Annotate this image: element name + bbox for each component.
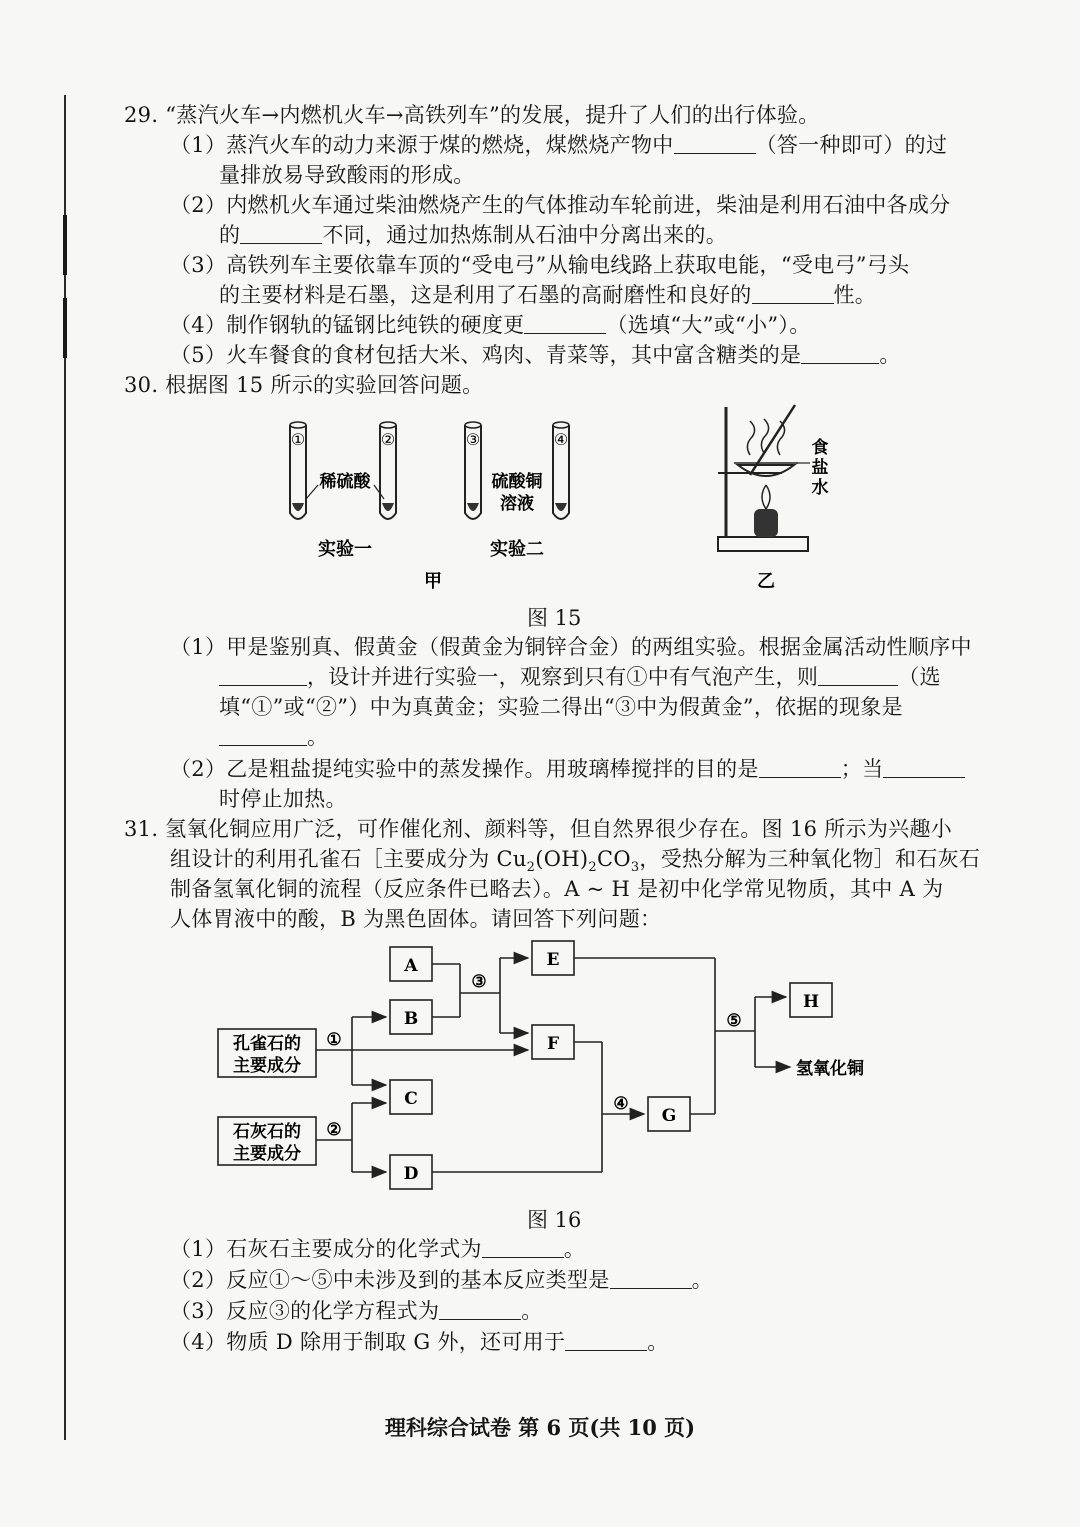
node-e: E bbox=[546, 950, 560, 970]
q29-intro: 29. “蒸汽火车→内燃机火车→高铁列车”的发展，提升了人们的出行体验。 bbox=[124, 103, 820, 127]
dilute-sulfuric-acid-label: 稀硫酸 bbox=[319, 472, 371, 492]
node-f: F bbox=[546, 1034, 560, 1054]
malachite-label: 孔雀石的 bbox=[233, 1034, 301, 1054]
node-c: C bbox=[404, 1089, 418, 1109]
answer-blank[interactable] bbox=[565, 1330, 647, 1351]
figure-jia-label: 甲 bbox=[424, 571, 442, 592]
reaction-2-label: ② bbox=[326, 1120, 342, 1140]
binding-mark bbox=[63, 298, 67, 358]
answer-blank[interactable] bbox=[219, 725, 307, 746]
salt-water-label: 盐 bbox=[811, 458, 829, 478]
node-d: D bbox=[403, 1164, 419, 1184]
q31-part1: （1）石灰石主要成分的化学式为 。 bbox=[170, 1237, 586, 1261]
q31-part2: （2）反应①～⑤中未涉及到的基本反应类型是 。 bbox=[170, 1268, 713, 1292]
answer-blank[interactable] bbox=[818, 665, 898, 686]
limestone-label: 主要成分 bbox=[233, 1144, 301, 1164]
q30-part2-cont: 时停止加热。 bbox=[219, 787, 347, 811]
answer-blank[interactable] bbox=[752, 283, 834, 304]
q31-intro-cont: 人体胃液中的酸，B 为黑色固体。请回答下列问题： bbox=[170, 907, 662, 931]
q30-part1-cont: 。 bbox=[219, 722, 328, 752]
q31-intro: 31. 氢氧化铜应用广泛，可作催化剂、颜料等，但自然界很少存在。图 16 所示为兴趣小 bbox=[124, 817, 953, 841]
answer-blank[interactable] bbox=[610, 1268, 692, 1289]
q30-part2: （2）乙是粗盐提纯实验中的蒸发操作。用玻璃棒搅拌的目的是 ；当 bbox=[170, 754, 965, 784]
q29-part2-cont: 的 不同，通过加热炼制从石油中分离出来的。 bbox=[219, 223, 728, 247]
answer-blank[interactable] bbox=[524, 313, 606, 334]
answer-blank[interactable] bbox=[883, 757, 965, 778]
figure-16-caption: 图 16 bbox=[527, 1208, 582, 1232]
q29-part4: （4）制作钢轨的锰钢比纯铁的硬度更 （选填“大”或“小”）。 bbox=[170, 313, 811, 337]
reaction-1-label: ① bbox=[326, 1030, 342, 1050]
tube-label-4: ④ bbox=[553, 430, 569, 449]
tube-label-2: ② bbox=[380, 430, 396, 449]
node-h: H bbox=[802, 992, 820, 1012]
q30-part1-cont: ，设计并进行实验一，观察到只有①中有气泡产生，则 （选 bbox=[219, 662, 941, 692]
reaction-3-label: ③ bbox=[471, 972, 487, 992]
q29-part1: （1）蒸汽火车的动力来源于煤的燃烧，煤燃烧产物中 （答一种即可）的过 bbox=[170, 133, 948, 157]
copper-sulfate-label: 硫酸铜 bbox=[491, 472, 543, 492]
q29-part3: （3）高铁列车主要依靠车顶的“受电弓”从输电线路上获取电能，“受电弓”弓头 bbox=[170, 253, 910, 277]
figure-15-caption: 图 15 bbox=[527, 606, 582, 630]
answer-blank[interactable] bbox=[674, 133, 756, 154]
answer-blank[interactable] bbox=[439, 1299, 521, 1320]
q30-part1: （1）甲是鉴别真、假黄金（假黄金为铜锌合金）的两组实验。根据金属活动性顺序中 bbox=[170, 635, 972, 659]
node-g: G bbox=[661, 1106, 677, 1126]
solution-label: 溶液 bbox=[500, 494, 534, 514]
tube-label-3: ③ bbox=[465, 430, 481, 449]
reaction-5-label: ⑤ bbox=[726, 1011, 742, 1031]
tube-label-1: ① bbox=[290, 430, 306, 449]
malachite-label: 主要成分 bbox=[233, 1056, 301, 1076]
limestone-label: 石灰石的 bbox=[233, 1122, 301, 1142]
q29-part1-cont: 量排放易导致酸雨的形成。 bbox=[219, 163, 475, 187]
copper-hydroxide-label: 氢氧化铜 bbox=[796, 1059, 864, 1079]
salt-water-label: 食 bbox=[811, 438, 829, 458]
answer-blank[interactable] bbox=[219, 665, 307, 686]
q29-part2: （2）内燃机火车通过柴油燃烧产生的气体推动车轮前进，柴油是利用石油中各成分 bbox=[170, 193, 951, 217]
experiment-2-label: 实验二 bbox=[490, 539, 544, 560]
q29-part5: （5）火车餐食的食材包括大米、鸡肉、青菜等，其中富含糖类的是 。 bbox=[170, 343, 901, 367]
figure-16-flowchart bbox=[210, 935, 890, 1200]
q30-intro: 30. 根据图 15 所示的实验回答问题。 bbox=[124, 373, 484, 397]
answer-blank[interactable] bbox=[801, 343, 879, 364]
evaporation-apparatus bbox=[718, 405, 810, 551]
answer-blank[interactable] bbox=[759, 757, 841, 778]
page-footer: 理科综合试卷 第 6 页(共 10 页) bbox=[384, 1415, 696, 1440]
node-a: A bbox=[404, 956, 418, 976]
binding-mark bbox=[63, 215, 67, 275]
salt-water-label: 水 bbox=[811, 478, 829, 498]
q29-part3-cont: 的主要材料是石墨，这是利用了石墨的高耐磨性和良好的 性。 bbox=[219, 283, 877, 307]
q31-intro-cont: 组设计的利用孔雀石［主要成分为 $Cu_2(OH)_2CO_3$，受热分解为三种氧化物］和石灰石 bbox=[170, 847, 981, 876]
figure-yi-label: 乙 bbox=[757, 571, 775, 592]
binding-line bbox=[64, 95, 66, 1440]
q31-intro-cont: 制备氢氧化铜的流程（反应条件已略去）。A ~ H 是初中化学常见物质，其中 A 为 bbox=[170, 877, 944, 901]
experiment-1-label: 实验一 bbox=[318, 539, 372, 560]
node-b: B bbox=[403, 1009, 419, 1029]
answer-blank[interactable] bbox=[240, 223, 322, 244]
q31-part4: （4）物质 D 除用于制取 G 外，还可用于 。 bbox=[170, 1330, 669, 1354]
reaction-4-label: ④ bbox=[613, 1094, 629, 1114]
figure-15 bbox=[250, 395, 850, 595]
q30-part1-cont: 填“①”或“②”）中为真黄金；实验二得出“③中为假黄金”，依据的现象是 bbox=[219, 695, 903, 719]
answer-blank[interactable] bbox=[482, 1237, 564, 1258]
q31-part3: （3）反应③的化学方程式为 。 bbox=[170, 1299, 543, 1323]
